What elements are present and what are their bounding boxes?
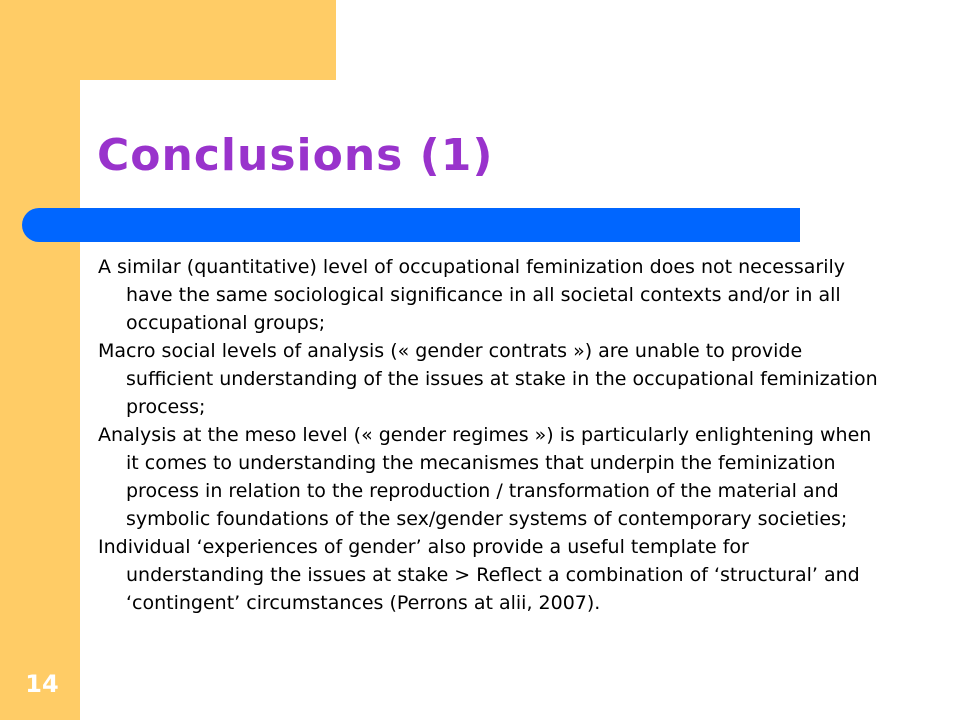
title-underline-bar xyxy=(22,208,800,242)
bullet-paragraph: Macro social levels of analysis (« gender contrats ») are unable to provide sufficient understanding of the issues at stake in the occupational feminization process; xyxy=(98,340,878,418)
left-accent-band xyxy=(0,0,80,720)
slide-number: 14 xyxy=(25,670,59,698)
slide-body xyxy=(98,253,888,617)
top-accent-block xyxy=(80,0,336,80)
bullet-paragraph: A similar (quantitative) level of occupational feminization does not necessarily have the same sociological significance in all societal contexts and/or in all occupational groups; xyxy=(98,256,846,334)
bullet-paragraph: Individual ‘experiences of gender’ also provide a useful template for understanding the issues at stake > Reflect a combination of ‘structural’ and ‘contingent’ circumstances (Perrons at alii, 2007). xyxy=(98,536,860,614)
slide-title: Conclusions (1) xyxy=(97,130,494,181)
bullet-paragraph: Analysis at the meso level (« gender regimes ») is particularly enlightening when it comes to understanding the mecanismes that underpin the feminization process in relation to the reproduction / transformation of the material and symbolic foundations of the sex/gender systems of contemporary societies; xyxy=(98,424,872,530)
